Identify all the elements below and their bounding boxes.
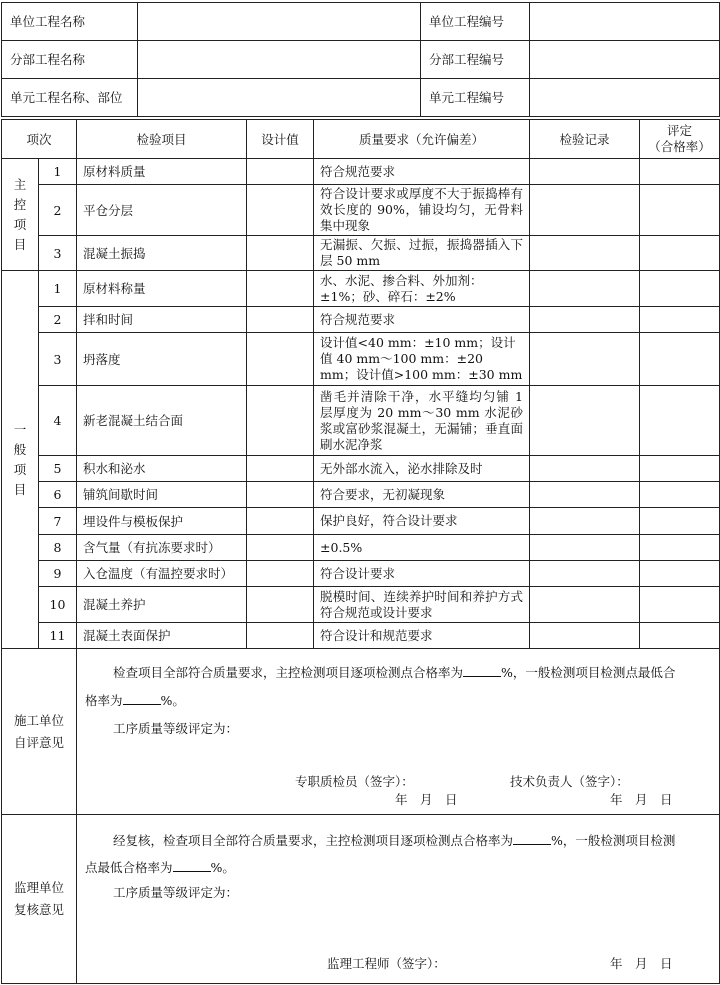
supervisor-opinion-row xyxy=(2,815,720,984)
table-row xyxy=(2,307,720,333)
col-rating-line2: （合格率） xyxy=(648,139,711,154)
row-record[interactable] xyxy=(530,587,640,623)
row-record[interactable] xyxy=(530,623,640,649)
row-rating[interactable] xyxy=(640,159,720,185)
row-item: 含气量（有抗冻要求时） xyxy=(77,535,247,561)
unit-project-name-label: 单位工程名称 xyxy=(2,3,138,41)
contractor-label xyxy=(2,649,77,815)
row-rating[interactable] xyxy=(640,623,720,649)
supervisor-label-line2: 复核意见 xyxy=(14,902,65,917)
row-no: 2 xyxy=(39,307,77,333)
supervisor-sentence-line2: 点最低合格率为 %。 xyxy=(85,860,235,875)
sub-project-no-field[interactable] xyxy=(530,41,720,79)
row-item: 入仓温度（有温控要求时） xyxy=(77,561,247,587)
sv-general-min-rate-blank[interactable] xyxy=(173,859,211,872)
row-no: 9 xyxy=(39,561,77,587)
table-row xyxy=(2,535,720,561)
row-design-value[interactable] xyxy=(247,333,314,386)
contractor-grade: 工序质量等级评定为： xyxy=(113,721,239,736)
sub-project-name-label: 分部工程名称 xyxy=(2,41,138,79)
row-design-value[interactable] xyxy=(247,623,314,649)
sub-project-no-label: 分部工程编号 xyxy=(421,41,530,79)
inspector-signature[interactable]: 专职质检员（签字）： xyxy=(295,774,414,789)
row-design-value[interactable] xyxy=(247,535,314,561)
row-record[interactable] xyxy=(530,386,640,456)
row-no: 4 xyxy=(39,386,77,456)
row-requirement: 符合设计和规范要求 xyxy=(314,623,530,649)
row-design-value[interactable] xyxy=(247,482,314,508)
row-no: 2 xyxy=(39,185,77,236)
table-row xyxy=(2,386,720,456)
row-rating[interactable] xyxy=(640,307,720,333)
row-requirement: 脱模时间、连续养护时间和养护方式符合规范或设计要求 xyxy=(314,587,530,623)
general-group-label: 一 般 项 目 xyxy=(2,271,39,649)
contractor-label-line2: 自评意见 xyxy=(14,734,65,750)
row-design-value[interactable] xyxy=(247,508,314,535)
row-record[interactable] xyxy=(530,508,640,535)
row-no: 3 xyxy=(39,236,77,271)
unit-project-no-label: 单位工程编号 xyxy=(421,3,530,41)
row-requirement: 凿毛并清除干净，水平缝均匀铺 1 层厚度为 20 mm～30 mm 水泥砂浆或富砂浆混凝土，无漏铺；垂直面刷水泥净浆 xyxy=(314,386,530,456)
row-requirement: 符合设计要求 xyxy=(314,561,530,587)
row-requirement: 保护良好，符合设计要求 xyxy=(314,508,530,535)
header-row-sub xyxy=(2,41,720,79)
row-design-value[interactable] xyxy=(247,159,314,185)
tech-lead-signature[interactable]: 技术负责人（签字）： xyxy=(510,774,629,789)
row-rating[interactable] xyxy=(640,185,720,236)
col-rating-line1: 评定 xyxy=(667,123,693,138)
row-record[interactable] xyxy=(530,185,640,236)
inspector-date[interactable]: 年 月 日 xyxy=(395,792,458,807)
row-no: 7 xyxy=(39,508,77,535)
table-row xyxy=(2,159,720,185)
inspection-table xyxy=(1,119,720,984)
row-record[interactable] xyxy=(530,307,640,333)
row-requirement: 水、水泥、掺合料、外加剂：±1%；砂、碎石：±2% xyxy=(314,271,530,307)
row-item: 原材料称量 xyxy=(77,271,247,307)
table-row xyxy=(2,561,720,587)
col-rating xyxy=(640,120,720,159)
row-no: 10 xyxy=(39,587,77,623)
main-pass-rate-blank[interactable] xyxy=(463,664,501,677)
engineer-date[interactable]: 年 月 日 xyxy=(610,956,673,971)
row-no: 8 xyxy=(39,535,77,561)
header-table xyxy=(1,2,720,117)
row-record[interactable] xyxy=(530,561,640,587)
row-rating[interactable] xyxy=(640,236,720,271)
row-rating[interactable] xyxy=(640,561,720,587)
row-design-value[interactable] xyxy=(247,307,314,333)
row-design-value[interactable] xyxy=(247,236,314,271)
table-row xyxy=(2,185,720,236)
row-rating[interactable] xyxy=(640,482,720,508)
row-design-value[interactable] xyxy=(247,271,314,307)
row-requirement: 无外部水流入，泌水排除及时 xyxy=(314,456,530,482)
row-rating[interactable] xyxy=(640,535,720,561)
column-header-row xyxy=(2,120,720,159)
row-item: 铺筑间歇时间 xyxy=(77,482,247,508)
supervisor-label-line1: 监理单位 xyxy=(14,880,65,895)
row-rating[interactable] xyxy=(640,587,720,623)
row-rating[interactable] xyxy=(640,333,720,386)
row-design-value[interactable] xyxy=(247,587,314,623)
row-design-value[interactable] xyxy=(247,386,314,456)
row-record[interactable] xyxy=(530,535,640,561)
row-no: 3 xyxy=(39,333,77,386)
unit-project-no-field[interactable] xyxy=(530,3,720,41)
contractor-opinion-row xyxy=(2,649,720,815)
element-no-field[interactable] xyxy=(530,79,720,117)
row-requirement: 设计值<40 mm：±10 mm；设计值 40 mm～100 mm：±20 mm；设计值>100 mm：±30 mm xyxy=(314,333,530,386)
contractor-sentence-line2: 格率为 %。 xyxy=(85,693,185,708)
element-name-label: 单元工程名称、部位 xyxy=(2,79,138,117)
row-item: 平仓分层 xyxy=(77,185,247,236)
row-record[interactable] xyxy=(530,482,640,508)
row-record[interactable] xyxy=(530,159,640,185)
table-row xyxy=(2,456,720,482)
row-rating[interactable] xyxy=(640,271,720,307)
contractor-opinion xyxy=(77,649,720,815)
sv-main-pass-rate-blank[interactable] xyxy=(513,832,551,845)
row-record[interactable] xyxy=(530,236,640,271)
row-requirement: ±0.5% xyxy=(314,535,530,561)
row-item: 拌和时间 xyxy=(77,307,247,333)
row-requirement: 符合规范要求 xyxy=(314,307,530,333)
supervisor-label xyxy=(2,815,77,984)
row-rating[interactable] xyxy=(640,386,720,456)
table-row xyxy=(2,333,720,386)
table-row xyxy=(2,508,720,535)
table-row xyxy=(2,236,720,271)
engineer-signature[interactable]: 监理工程师（签字）： xyxy=(327,956,446,971)
row-no: 1 xyxy=(39,271,77,307)
row-item: 坍落度 xyxy=(77,333,247,386)
row-no: 6 xyxy=(39,482,77,508)
col-item: 项次 xyxy=(2,120,77,159)
table-row xyxy=(2,482,720,508)
row-requirement: 符合要求，无初凝现象 xyxy=(314,482,530,508)
row-design-value[interactable] xyxy=(247,456,314,482)
table-row xyxy=(2,587,720,623)
row-item: 混凝土表面保护 xyxy=(77,623,247,649)
row-requirement: 无漏振、欠振、过振，振捣器插入下层 50 mm xyxy=(314,236,530,271)
col-record: 检验记录 xyxy=(530,120,640,159)
table-row xyxy=(2,623,720,649)
row-item: 积水和泌水 xyxy=(77,456,247,482)
supervisor-grade: 工序质量等级评定为： xyxy=(113,885,239,900)
row-no: 5 xyxy=(39,456,77,482)
row-item: 混凝土振捣 xyxy=(77,236,247,271)
sub-project-name-field[interactable] xyxy=(138,41,421,79)
row-no: 11 xyxy=(39,623,77,649)
row-requirement: 符合规范要求 xyxy=(314,159,530,185)
general-min-rate-blank[interactable] xyxy=(123,692,161,705)
row-design-value[interactable] xyxy=(247,561,314,587)
contractor-sentence-line1: 检查项目全部符合质量要求，主控检测项目逐项检测点合格率为 %，一般检测项目检测点最低合 xyxy=(113,665,676,680)
table-row xyxy=(2,271,720,307)
row-record[interactable] xyxy=(530,333,640,386)
row-rating[interactable] xyxy=(640,456,720,482)
row-item: 新老混凝土结合面 xyxy=(77,386,247,456)
col-check-item: 检验项目 xyxy=(77,120,247,159)
element-no-label: 单元工程编号 xyxy=(421,79,530,117)
supervisor-sentence-line1: 经复核，检查项目全部符合质量要求，主控检测项目逐项检测点合格率为 %，一般检测项目检测 xyxy=(113,833,676,848)
element-name-field[interactable] xyxy=(138,79,421,117)
tech-lead-date[interactable]: 年 月 日 xyxy=(610,792,673,807)
row-item: 混凝土养护 xyxy=(77,587,247,623)
row-record[interactable] xyxy=(530,271,640,307)
col-requirement: 质量要求（允许偏差） xyxy=(314,120,530,159)
contractor-label-line1: 施工单位 xyxy=(14,712,65,728)
supervisor-opinion xyxy=(77,815,720,984)
header-row-element xyxy=(2,79,720,117)
row-item: 原材料质量 xyxy=(77,159,247,185)
col-design-value: 设计值 xyxy=(247,120,314,159)
main-control-group-label: 主 控 项 目 xyxy=(2,159,39,271)
row-no: 1 xyxy=(39,159,77,185)
row-rating[interactable] xyxy=(640,508,720,535)
row-design-value[interactable] xyxy=(247,185,314,236)
row-requirement: 符合设计要求或厚度不大于振捣棒有效长度的 90%，铺设均匀，无骨料集中现象 xyxy=(314,185,530,236)
unit-project-name-field[interactable] xyxy=(138,3,421,41)
row-item: 埋设件与模板保护 xyxy=(77,508,247,535)
row-record[interactable] xyxy=(530,456,640,482)
header-row-unit xyxy=(2,3,720,41)
